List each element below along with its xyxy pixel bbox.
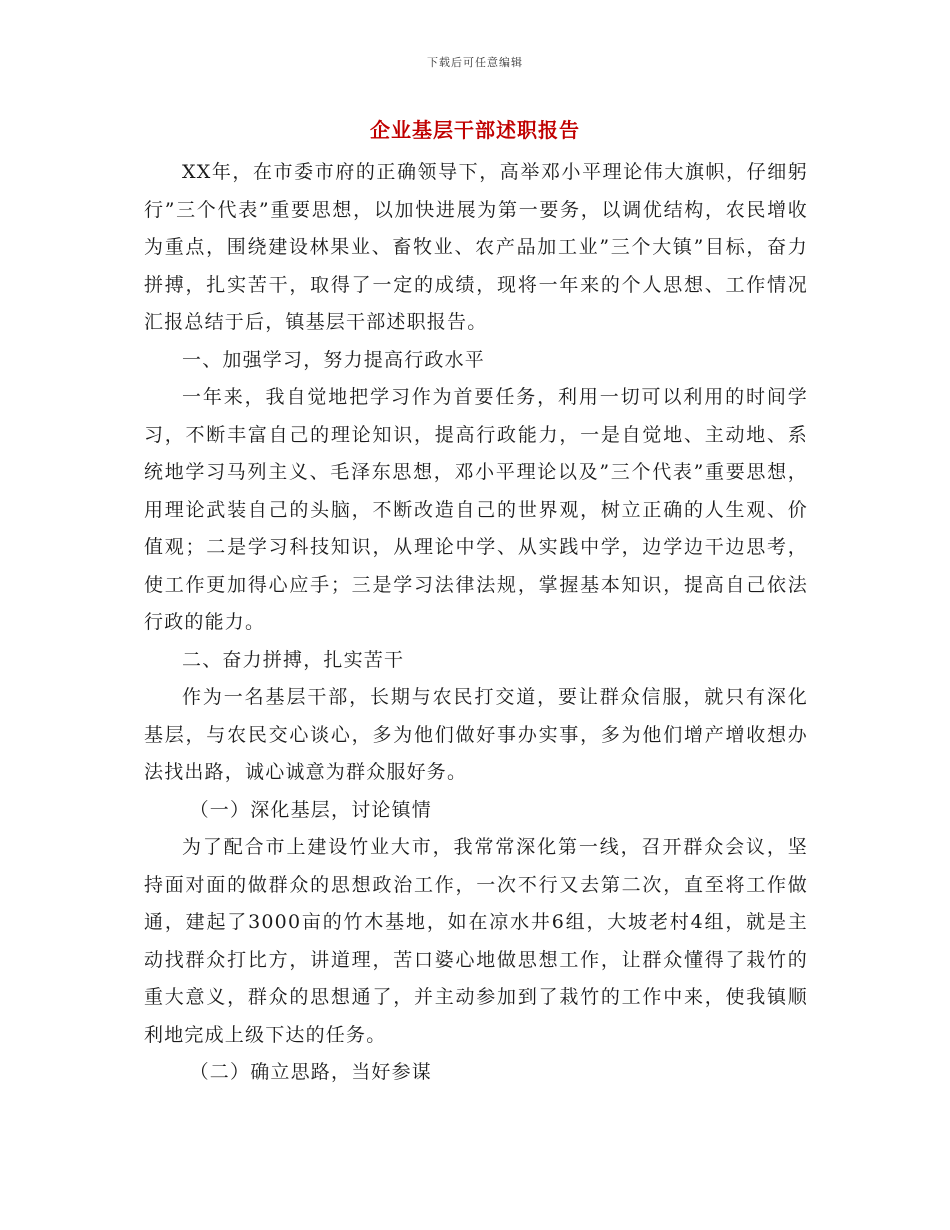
- paragraph-intro: XX年，在市委市府的正确领导下，高举邓小平理论伟大旗帜，仔细躬行”三个代表”重要思想，以加快进展为第一要务，以调优结构，农民增收为重点，围绕建设林果业、畜牧业、农产品加工业”三个大镇”目标，奋力拼搏，扎实苦干，取得了一定的成绩，现将一年来的个人思想、工作情况汇报总结于后，镇基层干部述职报告。: [144, 161, 808, 333]
- subsection-heading-1: （一）深化基层，讨论镇情: [189, 798, 432, 821]
- document-title: 企业基层干部述职报告: [370, 118, 580, 142]
- section-heading-2: 二、奋力拼搏，扎实苦干: [182, 648, 405, 671]
- paragraph-bamboo: 为了配合市上建设竹业大市，我常常深化第一线，召开群众会议，坚持面对面的做群众的思想政治工作，一次不行又去第二次，直至将工作做通，建起了3000亩的竹木基地，如在凉水井6组，大坡老村4组，就是主动找群众打比方，讲道理，苦口婆心地做思想工作，让群众懂得了栽竹的重大意义，群众的思想通了，并主动参加到了栽竹的工作中来，使我镇顺利地完成上级下达的任务。: [144, 836, 808, 1046]
- section-heading-1: 一、加强学习，努力提高行政水平: [182, 348, 486, 371]
- header-note: 下载后可任意编辑: [427, 56, 523, 69]
- paragraph-grassroots: 作为一名基层干部，长期与农民打交道，要让群众信服，就只有深化基层，与农民交心谈心，多为他们做好事办实事，多为他们增产增收想办法找出路，诚心诚意为群众服好务。: [144, 686, 808, 783]
- paragraph-study: 一年来，我自觉地把学习作为首要任务，利用一切可以利用的时间学习，不断丰富自己的理论知识，提高行政能力，一是自觉地、主动地、系统地学习马列主义、毛泽东思想，邓小平理论以及”三个代表”重要思想，用理论武装自己的头脑，不断改造自己的世界观，树立正确的人生观、价值观；二是学习科技知识，从理论中学、从实践中学，边学边干边思考，使工作更加得心应手；三是学习法律法规，掌握基本知识，提高自己依法行政的能力。: [144, 386, 808, 633]
- document-body: [144, 154, 808, 1092]
- subsection-heading-2: （二）确立思路，当好参谋: [189, 1061, 432, 1083]
